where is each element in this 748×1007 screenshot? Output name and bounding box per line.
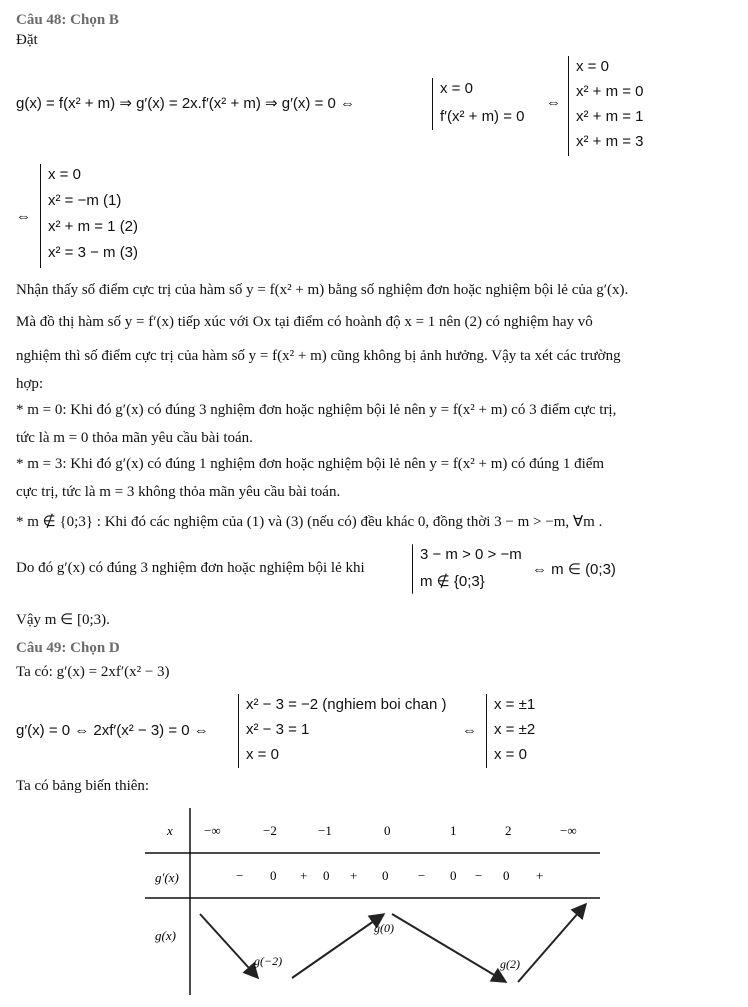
x-value: −1 [318,823,332,838]
q48-sys2-row: x = 0 [576,58,609,75]
q48-sys3-row: x² + m = 1 (2) [48,218,139,235]
q49-sys1-row: x = 0 [246,746,279,763]
row-label-x: x [167,823,173,838]
q49-heading: Câu 49: Chọn D [16,640,120,656]
q48-iff-1: ⇔ [546,94,561,111]
q49-equation: g′(x) = 0 ⇔ 2xf′(x² − 3) = 0 ⇔ [16,722,209,739]
q48-paragraph-line: * m = 0: Khi đó g′(x) có đúng 3 nghiệm đơn hoặc nghiệm bội lẻ nên y = f(x² + m) có 3 điểm cực trị, [16,402,617,418]
q48-do-do-text: Do đó g′(x) có đúng 3 nghiệm đơn hoặc nghiệm bội lẻ khi [16,560,365,576]
sign-cell: + [300,868,308,883]
q49-bbt-label: Ta có bảng biến thiên: [16,778,150,794]
sign-cell: + [350,868,358,883]
g-value-label: g(0) [374,921,394,935]
x-value: 1 [450,823,457,838]
q48-iff-2: ⇔ [16,208,31,225]
q48-paragraph-line: hợp: [16,376,44,392]
x-value: −2 [263,823,277,838]
sign-cell: 0 [270,868,277,883]
q48-sys3-row: x² = 3 − m (3) [48,244,139,261]
q49-iff: ⇔ [462,722,477,739]
arrow-decreasing [200,914,258,978]
q48-do-do-result: ⇔ m ∈ (0;3) [532,561,616,578]
q48-conclusion: Vậy m ∈ [0;3). [16,612,110,628]
q49-sys1-row: x² − 3 = −2 (nghiem boi chan ) [246,696,447,713]
q48-sys1-row: x = 0 [440,80,473,97]
sign-cell: − [475,868,483,883]
q48-sys3-row: x = 0 [48,166,81,183]
q49-sys1-row: x² − 3 = 1 [246,721,310,738]
q48-sys1-row: f′(x² + m) = 0 [440,108,525,125]
sign-cell: + [536,868,544,883]
q48-sys3-row: x² = −m (1) [48,192,122,209]
g-value-label: g(−2) [254,954,283,968]
q49-ta-co: Ta có: g′(x) = 2xf′(x² − 3) [16,664,170,680]
q48-sys2-row: x² + m = 1 [576,108,644,125]
q49-sys2-row: x = ±2 [494,721,536,738]
sign-cell: 0 [323,868,330,883]
x-value: −∞ [204,823,221,838]
sign-cell: − [236,868,244,883]
row-label-g: g(x) [155,928,176,943]
sign-cell: − [418,868,426,883]
q48-paragraph-line: Mà đồ thị hàm số y = f′(x) tiếp xúc với Ox tại điểm có hoành độ x = 1 nên (2) có nghiệm hay vô [16,314,593,330]
q48-paragraph-line: Nhận thấy số điểm cực trị của hàm số y = f(x² + m) bằng số nghiệm đơn hoặc nghiệm bội lẻ của g′(x). [16,282,629,298]
q49-sys2-row: x = 0 [494,746,527,763]
x-value: 2 [505,823,512,838]
q48-sys4-row: 3 − m > 0 > −m [420,546,522,563]
q48-paragraph-line: tức là m = 0 thỏa mãn yêu cầu bài toán. [16,430,253,446]
q48-sys2-row: x² + m = 3 [576,133,644,150]
q48-sys4-row: m ∉ {0;3} [420,573,485,590]
sign-cell: 0 [450,868,457,883]
arrow-increasing [292,914,384,978]
sign-cell: 0 [503,868,510,883]
q48-paragraph-line: * m ∉ {0;3} : Khi đó các nghiệm của (1) và (3) (nếu có) đều khác 0, đồng thời 3 − m > −m, ∀m . [16,514,603,530]
q48-paragraph-line: * m = 3: Khi đó g′(x) có đúng 1 nghiệm đơn hoặc nghiệm bội lẻ nên y = f(x² + m) có đúng 1 điểm [16,456,605,472]
q48-sys2-row: x² + m = 0 [576,83,644,100]
q48-heading: Câu 48: Chọn B [16,12,119,28]
g-value-label: g(2) [500,957,520,971]
arrow-decreasing [392,914,506,982]
q48-main-equation: g(x) = f(x² + m) ⇒ g′(x) = 2x.f′(x² + m) ⇒ g′(x) = 0 ⇔ [16,95,356,112]
q48-paragraph-line: cực trị, tức là m = 3 không thỏa mãn yêu cầu bài toán. [16,484,341,500]
q48-dat: Đặt [16,32,38,48]
sign-cell: 0 [382,868,389,883]
row-label-gprime: g′(x) [155,870,179,885]
x-value: −∞ [560,823,577,838]
q49-sys2-row: x = ±1 [494,696,536,713]
x-value: 0 [384,823,391,838]
q48-paragraph-line: nghiệm thì số điểm cực trị của hàm số y = f(x² + m) cũng không bị ảnh hưởng. Vậy ta xét các trường [16,348,621,364]
arrow-increasing [518,904,586,982]
